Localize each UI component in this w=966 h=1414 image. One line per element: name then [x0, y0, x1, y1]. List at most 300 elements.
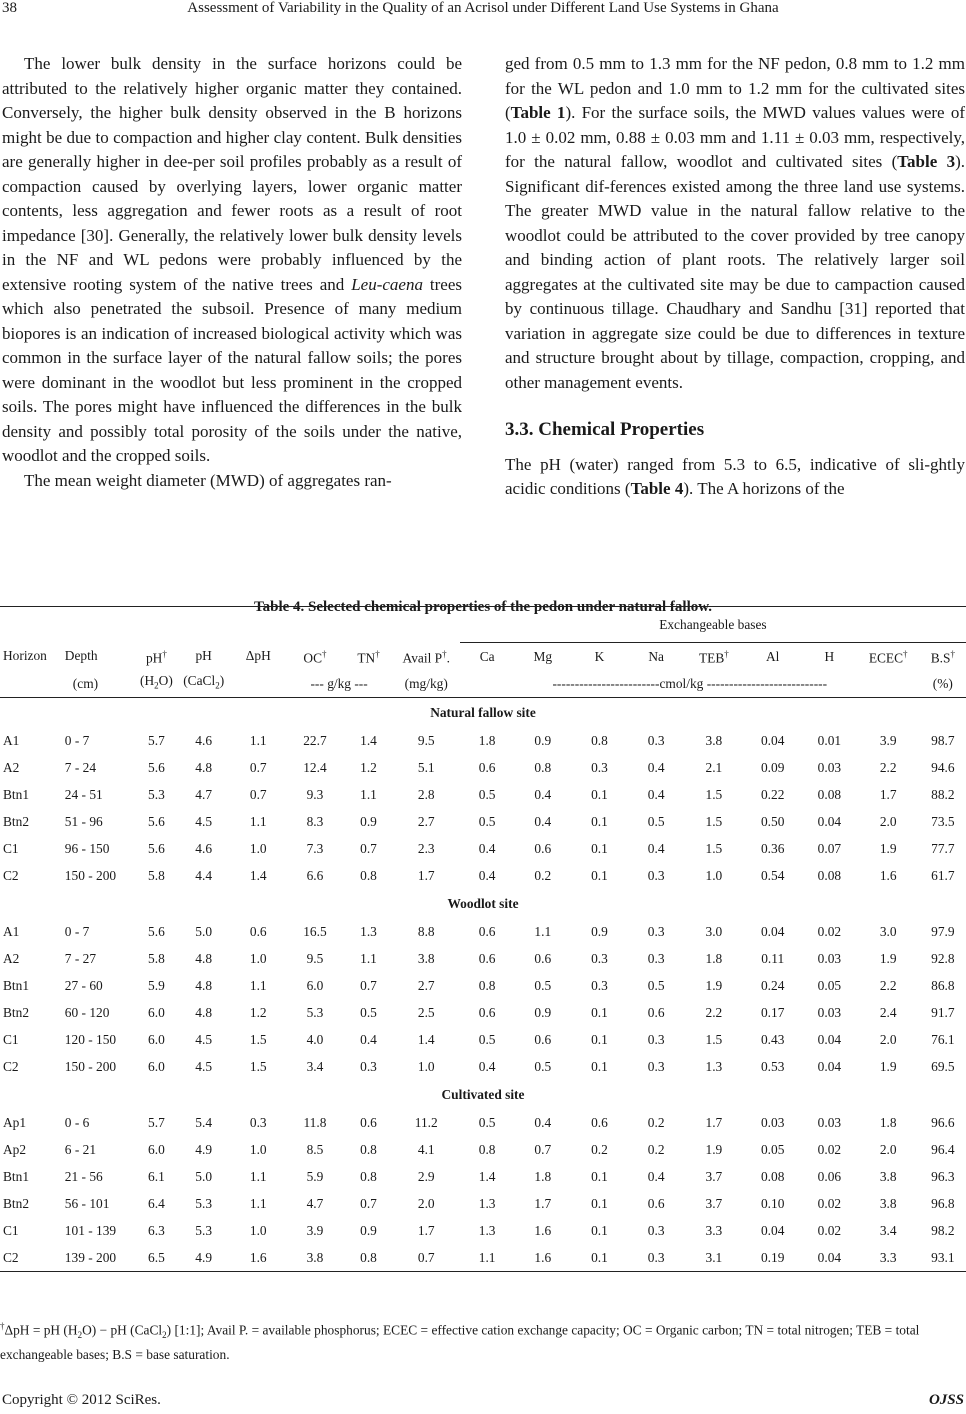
table-cell: 5.6 — [148, 840, 165, 856]
table-row — [0, 781, 966, 808]
table-cell: 2.3 — [417, 840, 435, 856]
table-cell: 0.6 — [478, 923, 496, 939]
table-cell: 94.6 — [931, 759, 955, 775]
table-cell: 1.9 — [705, 977, 723, 993]
table-cell: 2.0 — [879, 1031, 897, 1047]
table-cell: 0.6 — [478, 759, 496, 775]
table-cell: 0.08 — [817, 867, 842, 883]
table-cell: 4.9 — [195, 1141, 213, 1157]
table-cell: 3.1 — [685, 1244, 744, 1272]
table-cell: 0.43 — [760, 1031, 785, 1047]
table-cell: 0.10 — [760, 1195, 785, 1211]
table-cell: 51 - 96 — [64, 813, 103, 829]
table-cell: 0.50 — [760, 813, 785, 829]
table-cell: 60 - 120 — [64, 1004, 110, 1020]
col-header-ca: Ca — [479, 648, 495, 664]
table-row — [0, 1217, 966, 1244]
table-cell: C2 — [0, 1244, 59, 1272]
table-cell: 1.1 — [249, 1195, 267, 1211]
col-header-ecec: ECEC† — [868, 649, 908, 666]
table-cell: 0.36 — [760, 840, 785, 856]
table-cell: 5.8 — [148, 950, 165, 966]
table-cell: 1.4 — [249, 867, 267, 883]
table-cell: 6.0 — [148, 1058, 165, 1074]
table-cell: 0.02 — [817, 1195, 842, 1211]
table-cell: 5.9 — [306, 1168, 324, 1184]
table-cell: 4.6 — [195, 732, 213, 748]
table-cell: 1.9 — [879, 1058, 897, 1074]
table-cell: 0.1 — [591, 1058, 608, 1074]
table-cell: 0.3 — [591, 950, 608, 966]
table-cell: 0.3 — [647, 1031, 665, 1047]
table-cell: 0.03 — [817, 1004, 842, 1020]
table-cell: 0.54 — [760, 867, 785, 883]
table-cell: 0.9 — [534, 732, 552, 748]
table-row — [0, 1136, 966, 1163]
table-cell: 0.08 — [760, 1168, 785, 1184]
table-cell: 77.7 — [931, 840, 955, 856]
table-cell: 0.04 — [817, 1031, 842, 1047]
table-cell: 5.3 — [195, 1222, 213, 1238]
table-cell: A1 — [3, 732, 20, 748]
table-cell: 0.4 — [478, 840, 496, 856]
table-cell: 1.0 — [249, 1222, 267, 1238]
unit-gkg: --- g/kg --- — [286, 670, 393, 698]
table-cell: 0.5 — [478, 786, 496, 802]
table-cell: 0.6 — [647, 1004, 665, 1020]
table-footnote: †ΔpH = pH $(H_2O)$ − pH (CaCl$_2$) [1:1]; Avail P. = available phosphorus; ECEC = effective cation exchange capacity; OC = Organic carbon; TN = total nitrogen; TEB = total exchangeable bases; B.S = base saturation. — [0, 1321, 920, 1363]
table-cell: 0.04 — [817, 813, 842, 829]
table-cell: 5.4 — [195, 1114, 213, 1130]
table-row — [0, 1026, 966, 1053]
table-cell: 1.2 — [360, 759, 377, 775]
table-cell: 0.2 — [647, 1141, 665, 1157]
table-cell: 0.3 — [591, 759, 608, 775]
table-cell: A1 — [3, 923, 20, 939]
table-cell: 1.5 — [705, 813, 723, 829]
table-cell: 1.7 — [417, 1222, 435, 1238]
table-cell: 2.0 — [879, 1141, 897, 1157]
copyright: Copyright © 2012 SciRes. — [2, 1392, 161, 1408]
table-cell: 6 - 21 — [64, 1141, 97, 1157]
table-cell: 1.7 — [879, 786, 897, 802]
table-cell: 3.3 — [857, 1244, 920, 1272]
table-cell: 96.3 — [931, 1168, 955, 1184]
table-cell: 1.1 — [360, 786, 377, 802]
table-cell: 0.3 — [591, 977, 608, 993]
table-cell: 0.53 — [760, 1058, 785, 1074]
table-cell: 0.1 — [591, 1195, 608, 1211]
right-column — [505, 52, 965, 502]
table-cell: 98.7 — [931, 732, 955, 748]
table-cell: A2 — [3, 759, 20, 775]
table-cell: 0 - 7 — [64, 923, 90, 939]
table-cell: 88.2 — [931, 786, 955, 802]
column-header-row — [0, 643, 966, 671]
table-cell: 69.5 — [931, 1058, 955, 1074]
table-cell: 0.5 — [647, 813, 665, 829]
table-cell: 0.1 — [591, 840, 608, 856]
table-cell: 27 - 60 — [64, 977, 103, 993]
unit-ph-h2o: $(H_2O)$ — [136, 670, 176, 698]
table-cell: 0.4 — [478, 1058, 496, 1074]
table-row — [0, 727, 966, 754]
table-cell: 7 - 24 — [64, 759, 97, 775]
table-cell: 0.3 — [647, 732, 665, 748]
table-cell: 1.4 — [417, 1031, 435, 1047]
table-cell: Btn2 — [3, 813, 30, 829]
table-cell: 0.5 — [478, 1031, 496, 1047]
table-cell: 0.3 — [360, 1058, 377, 1074]
table-caption: Table 4. Selected chemical properties of the pedon under natural fallow. — [253, 599, 713, 615]
table-cell: 0.7 — [360, 840, 377, 856]
table-cell: 4.8 — [195, 977, 213, 993]
table-row — [0, 1244, 966, 1272]
table-cell: 1.0 — [249, 1141, 267, 1157]
table-cell: 4.8 — [195, 1004, 213, 1020]
table-cell: 5.6 — [148, 759, 165, 775]
table-cell: 0.1 — [591, 1222, 608, 1238]
table-cell: 1.7 — [417, 867, 435, 883]
col-header-mg: Mg — [533, 648, 553, 664]
table-cell: 1.3 — [705, 1058, 723, 1074]
col-header-horizon: Horizon — [3, 648, 47, 664]
table-cell: 0.3 — [647, 950, 665, 966]
table-cell: 3.9 — [306, 1222, 324, 1238]
table-cell: 98.2 — [931, 1222, 955, 1238]
table-cell: Ap1 — [3, 1114, 27, 1130]
table-row — [0, 1190, 966, 1217]
table-cell: 9.5 — [306, 950, 324, 966]
table-cell: 1.3 — [360, 923, 377, 939]
table-cell: 3.7 — [705, 1195, 723, 1211]
table-cell: Btn1 — [3, 786, 30, 802]
table-cell: 0.04 — [760, 732, 785, 748]
table-cell: 0.4 — [360, 1031, 377, 1047]
table-cell: 0.03 — [817, 759, 842, 775]
col-header-delta-ph: ΔpH — [245, 648, 271, 664]
table-cell: 0 - 7 — [64, 732, 90, 748]
table-row — [0, 1053, 966, 1080]
table-cell: 3.8 — [879, 1168, 897, 1184]
chemical-properties-table — [0, 606, 966, 1272]
table-cell: 4.0 — [306, 1031, 324, 1047]
table-cell: 4.8 — [195, 759, 213, 775]
table-cell: 4.4 — [195, 867, 213, 883]
table-cell: 0.04 — [802, 1244, 857, 1272]
table-cell: 8.3 — [306, 813, 324, 829]
table-cell: 1.4 — [478, 1168, 496, 1184]
table-cell: 0.7 — [249, 759, 267, 775]
table-cell: 8.5 — [306, 1141, 324, 1157]
table-cell: 0.8 — [478, 1141, 496, 1157]
table-row — [0, 862, 966, 889]
table-cell: 0.1 — [571, 1244, 628, 1272]
paragraph-mwd-continued: ged from 0.5 mm to 1.3 mm for the NF pedon, 0.8 mm to 1.2 mm for the WL pedon and 1.0 mm to 1.2 mm for the cultivated sites (Table 1). For the surface soils, the MWD values values were of 1.0 ± 0.02 mm, 0.88 ± 0.03 mm and 1.11 ± 0.03 mm, respectively, for the natural fallow, woodlot and cultivated sites (Table 3). Significant dif-ferences existed among the three land use systems. The greater MWD value in the natural fallow relative to the woodlot could be attributed to the cover provided by tree canopy and binding action of plant roots. The relatively larger soil aggregates at the cultivated site may be due to campaction caused by continuous tillage. Chaudhary and Sandhu [31] reported that variation in aggregate size could be due to differences in texture and structure brought about by tillage, compaction, cropping, and other management events. — [505, 54, 965, 392]
table-cell: 0.5 — [360, 1004, 377, 1020]
table-cell: 0.4 — [534, 786, 552, 802]
table-cell: 1.0 — [705, 867, 723, 883]
table-cell: 1.1 — [249, 732, 267, 748]
table-cell: 0.4 — [647, 840, 665, 856]
table-cell: 2.5 — [417, 1004, 435, 1020]
table-cell: Btn2 — [3, 1004, 30, 1020]
table-cell: 0.02 — [817, 1222, 842, 1238]
table-cell: 1.8 — [705, 950, 723, 966]
unit-mgkg: (mg/kg) — [393, 670, 460, 698]
section-row — [0, 698, 966, 728]
table-cell: 0.05 — [817, 977, 842, 993]
table-cell: 9.3 — [306, 786, 324, 802]
left-column — [2, 52, 462, 493]
table-cell: 1.9 — [879, 840, 897, 856]
table-cell: 5.1 — [417, 759, 435, 775]
table-cell: 4.7 — [306, 1195, 324, 1211]
table-cell: 5.3 — [306, 1004, 324, 1020]
table-cell: Btn1 — [3, 1168, 30, 1184]
table-cell: Btn2 — [3, 1195, 30, 1211]
table-cell: 0.2 — [534, 867, 552, 883]
page-number: 38 — [2, 0, 17, 16]
col-header-k: K — [594, 648, 605, 664]
table-cell: 0.3 — [647, 923, 665, 939]
unit-ph-cacl2: (CaCl$_2$) — [176, 670, 231, 698]
table-cell: 5.3 — [195, 1195, 213, 1211]
table-cell: 0.06 — [817, 1168, 842, 1184]
table-cell: 1.0 — [417, 1058, 435, 1074]
table-row — [0, 808, 966, 835]
table-cell: 4.5 — [195, 1058, 213, 1074]
table-cell: 0.17 — [760, 1004, 785, 1020]
table-cell: 2.4 — [879, 1004, 897, 1020]
table-cell: 1.6 — [534, 1222, 552, 1238]
table-cell: 1.7 — [705, 1114, 723, 1130]
table-cell: C2 — [3, 867, 19, 883]
table-cell: C1 — [3, 1222, 19, 1238]
table-cell: 0.24 — [760, 977, 785, 993]
table-cell: 3.8 — [879, 1195, 897, 1211]
table-cell: 4.5 — [195, 813, 213, 829]
table-cell: 0.9 — [360, 1222, 377, 1238]
table-cell: 1.8 — [478, 732, 496, 748]
section-title: Natural fallow site — [430, 704, 536, 720]
table-cell: 96.4 — [931, 1141, 955, 1157]
table-cell: 3.4 — [879, 1222, 897, 1238]
table-cell: 4.6 — [195, 840, 213, 856]
table-cell: 1.8 — [534, 1168, 552, 1184]
table-cell: 0.8 — [360, 867, 377, 883]
table-cell: 1.3 — [478, 1222, 496, 1238]
table-cell: 3.8 — [286, 1244, 345, 1272]
table-cell: 0.8 — [360, 1168, 377, 1184]
table-cell: 1.0 — [249, 840, 267, 856]
table-cell: 0.07 — [817, 840, 842, 856]
table-cell: 0.8 — [591, 732, 608, 748]
table-cell: 0.6 — [478, 950, 496, 966]
table-cell: 0.8 — [478, 977, 496, 993]
table-row — [0, 835, 966, 862]
table-cell: 1.2 — [249, 1004, 267, 1020]
table-row — [0, 1109, 966, 1136]
table-row — [0, 1163, 966, 1190]
table-cell: 0.5 — [478, 813, 496, 829]
table-cell: 0.2 — [647, 1114, 665, 1130]
table-cell: 0.6 — [478, 1004, 496, 1020]
table-cell: 0.05 — [760, 1141, 785, 1157]
table-cell: 3.9 — [879, 732, 897, 748]
table-cell: 5.3 — [148, 786, 165, 802]
table-cell: 6.3 — [148, 1222, 165, 1238]
journal-abbrev: OJSS — [928, 1392, 964, 1408]
table-cell: C1 — [3, 840, 19, 856]
table-row — [0, 945, 966, 972]
table-cell: 6.4 — [148, 1195, 165, 1211]
table-cell: 0.7 — [534, 1141, 552, 1157]
exchangeable-bases-header: Exchangeable bases — [460, 607, 966, 643]
table-cell: 0.09 — [760, 759, 785, 775]
table-cell: 0.4 — [647, 759, 665, 775]
table-cell: 1.4 — [360, 732, 377, 748]
table-cell: 1.6 — [879, 867, 897, 883]
table-cell: C1 — [3, 1031, 19, 1047]
table-cell: 0.3 — [647, 1222, 665, 1238]
table-cell: 9.5 — [417, 732, 435, 748]
table-cell: 0.1 — [591, 1031, 608, 1047]
table-cell: 0.9 — [591, 923, 608, 939]
paragraph-mwd-start: The mean weight diameter (MWD) of aggregates ran- — [24, 470, 392, 490]
table-cell: 0.3 — [647, 867, 665, 883]
table-cell: 0.1 — [591, 867, 608, 883]
col-header-oc: OC† — [303, 649, 327, 666]
table-cell: 0.5 — [647, 977, 665, 993]
table-cell: 0.04 — [760, 923, 785, 939]
table-cell: 6.0 — [148, 1141, 165, 1157]
table-cell: 4.5 — [195, 1031, 213, 1047]
table-cell: 0.22 — [760, 786, 785, 802]
table-cell: 3.8 — [417, 950, 435, 966]
table-cell: 0.1 — [591, 1004, 608, 1020]
table-cell: 22.7 — [303, 732, 327, 748]
table-cell: 3.3 — [705, 1222, 723, 1238]
table-cell: 0.4 — [647, 786, 665, 802]
table-cell: 0.9 — [360, 813, 377, 829]
table-cell: 8.8 — [417, 923, 435, 939]
table-cell: 0.4 — [534, 1114, 552, 1130]
table-cell: 2.9 — [417, 1168, 435, 1184]
table-cell: 0.8 — [360, 1141, 377, 1157]
table-cell: 6.5 — [136, 1244, 176, 1272]
table-cell: 1.6 — [231, 1244, 286, 1272]
table-cell: 0.9 — [534, 1004, 552, 1020]
table-cell: 0.6 — [249, 923, 267, 939]
col-header-al: Al — [765, 648, 780, 664]
table-cell: 150 - 200 — [64, 1058, 117, 1074]
table-cell: 0.02 — [817, 923, 842, 939]
table-cell: 96.8 — [931, 1195, 955, 1211]
table-cell: 3.0 — [705, 923, 723, 939]
table-cell: 11.2 — [414, 1114, 438, 1130]
table-cell: 12.4 — [303, 759, 327, 775]
units-row — [0, 670, 966, 698]
table-cell: 0.7 — [249, 786, 267, 802]
table-cell: 2.2 — [705, 1004, 723, 1020]
table-cell: 97.9 — [931, 923, 955, 939]
table-cell: 0.7 — [360, 977, 377, 993]
table-cell: 0.04 — [760, 1222, 785, 1238]
table-cell: 11.8 — [303, 1114, 327, 1130]
table-cell: 16.5 — [303, 923, 327, 939]
table-cell: 1.1 — [534, 923, 552, 939]
running-title: Assessment of Variability in the Quality of an Acrisol under Different Land Use Systems in Ghana — [187, 0, 779, 16]
col-header-ph-cacl2: pH — [195, 648, 212, 664]
table-cell: 2.2 — [879, 759, 897, 775]
table-cell: 139 - 200 — [59, 1244, 137, 1272]
table-cell: 0.4 — [478, 867, 496, 883]
table-cell: Btn1 — [3, 977, 30, 993]
section-row — [0, 889, 966, 918]
table-cell: 1.7 — [534, 1195, 552, 1211]
table-cell: 0.8 — [534, 759, 552, 775]
table-cell: 96.6 — [931, 1114, 955, 1130]
table-cell: 0.1 — [591, 1168, 608, 1184]
table-cell: 7 - 27 — [64, 950, 97, 966]
table-cell: 1.5 — [705, 786, 723, 802]
table-cell: 5.0 — [195, 923, 213, 939]
table-cell: 5.7 — [148, 1114, 165, 1130]
table-cell: 0.03 — [817, 950, 842, 966]
table-cell: 73.5 — [931, 813, 955, 829]
table-cell: 5.0 — [195, 1168, 213, 1184]
table-cell: 3.4 — [306, 1058, 324, 1074]
table-cell: 3.8 — [705, 732, 723, 748]
table-cell: 24 - 51 — [64, 786, 103, 802]
section-row — [0, 1080, 966, 1109]
table-cell: 0.4 — [647, 1168, 665, 1184]
table-cell: 1.9 — [705, 1141, 723, 1157]
table-cell: C2 — [3, 1058, 19, 1074]
table-cell: 0.3 — [249, 1114, 267, 1130]
table-cell: 3.0 — [879, 923, 897, 939]
table-cell: 2.1 — [705, 759, 723, 775]
table-cell: 0.6 — [647, 1195, 665, 1211]
table-cell: 1.1 — [249, 813, 267, 829]
table-cell: 1.1 — [249, 1168, 267, 1184]
table-cell: 4.7 — [195, 786, 213, 802]
table-cell: Ap2 — [3, 1141, 27, 1157]
table-cell: 120 - 150 — [64, 1031, 117, 1047]
table-cell: 5.9 — [148, 977, 165, 993]
table-cell: 0.3 — [628, 1244, 685, 1272]
section-heading: 3.3. Chemical Properties — [505, 419, 705, 440]
table-cell: 0.1 — [591, 813, 608, 829]
table-cell: 0.4 — [534, 813, 552, 829]
table-cell: 0.01 — [817, 732, 842, 748]
table-cell: 0.19 — [743, 1244, 802, 1272]
table-cell: 101 - 139 — [64, 1222, 117, 1238]
table-cell: 0.1 — [591, 786, 608, 802]
table-cell: 1.5 — [705, 1031, 723, 1047]
table-cell: 2.7 — [417, 977, 435, 993]
table-cell: 0.7 — [393, 1244, 460, 1272]
col-header-avail-p: Avail P†. — [402, 649, 450, 666]
table-cell: 0.6 — [534, 840, 552, 856]
table-cell: 6.1 — [148, 1168, 165, 1184]
col-header-depth: Depth — [64, 648, 98, 664]
table-cell: 0 - 6 — [64, 1114, 90, 1130]
table-cell: 0.2 — [591, 1141, 608, 1157]
table-cell: 0.7 — [360, 1195, 377, 1211]
table-cell: 0.04 — [817, 1058, 842, 1074]
